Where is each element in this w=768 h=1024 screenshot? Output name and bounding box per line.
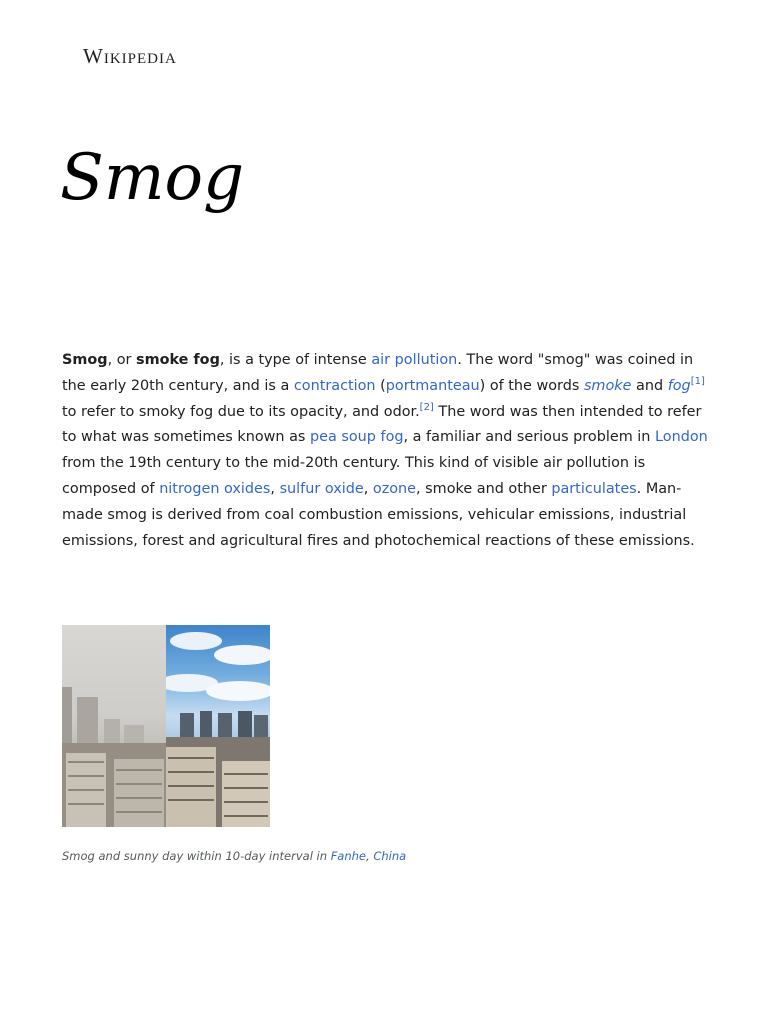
link-nitrogen-oxides[interactable]: nitrogen oxides	[159, 480, 271, 497]
link-fog-text: fog	[667, 377, 691, 394]
sunny-day-photo	[166, 625, 270, 827]
text: from the 19th century to the mid-20th century. This kind of visible air pollution is composed of	[62, 455, 646, 497]
link-london[interactable]: London	[655, 429, 708, 446]
link-sulfur-oxide[interactable]: sulfur oxide	[279, 480, 364, 497]
smoggy-day-photo	[62, 625, 166, 827]
caption-text: Smog and sunny day within 10-day interval in	[62, 849, 331, 863]
smoggy-skyline-graphic	[62, 625, 166, 827]
text: , smoke and other	[416, 480, 552, 497]
link-smoke-text: smoke	[583, 377, 632, 394]
text: The word was then intended to refer to what was sometimes known as	[62, 403, 702, 446]
text: ,	[270, 480, 280, 497]
link-particulates[interactable]: particulates	[551, 480, 637, 497]
link-portmanteau[interactable]: portmanteau	[385, 377, 480, 394]
link-fog[interactable]	[668, 378, 691, 394]
text: ) of the words	[479, 377, 584, 394]
reference-2[interactable]	[420, 402, 434, 413]
link-china[interactable]: China	[373, 849, 407, 863]
reference-1[interactable]	[691, 376, 705, 387]
clear-skyline-graphic	[166, 625, 270, 827]
wikipedia-wordmark[interactable]: Wikipedia	[83, 44, 177, 68]
reference-1-link[interactable]: [1]	[690, 375, 705, 387]
text: . Man-made smog is derived from coal combustion emissions, vehicular emissions, industrial emissions, forest and agricultural fires and photochemical reactions of these emissions.	[62, 480, 695, 549]
link-fanhe[interactable]: Fanhe	[330, 849, 367, 863]
caption-separator: ,	[366, 849, 374, 863]
link-contraction[interactable]: contraction	[293, 377, 376, 394]
link-ozone[interactable]: ozone	[372, 480, 417, 497]
link-smoke[interactable]	[584, 378, 632, 394]
text: , a familiar and serious problem in	[403, 429, 655, 446]
text: (	[375, 377, 386, 394]
lead-paragraph	[62, 348, 712, 554]
text: . The word "smog" was coined in the early 20th century, and is a	[62, 352, 694, 394]
text: , is a type of intense	[219, 352, 372, 368]
link-pea-soup-fog[interactable]: pea soup fog	[309, 429, 404, 446]
text: , or	[107, 352, 137, 368]
text: to refer to smoky fog due to its opacity, and odor.	[62, 403, 420, 420]
term-smog: Smog	[62, 352, 108, 368]
smog-comparison-image[interactable]	[62, 625, 270, 827]
page-title: Smog	[60, 141, 245, 215]
reference-2-link[interactable]: [2]	[419, 401, 434, 413]
figure-caption	[62, 849, 406, 863]
text: ,	[363, 480, 373, 497]
link-air-pollution[interactable]: air pollution	[371, 352, 458, 368]
text: and	[631, 377, 668, 394]
term-smoke-fog: smoke fog	[136, 352, 220, 368]
